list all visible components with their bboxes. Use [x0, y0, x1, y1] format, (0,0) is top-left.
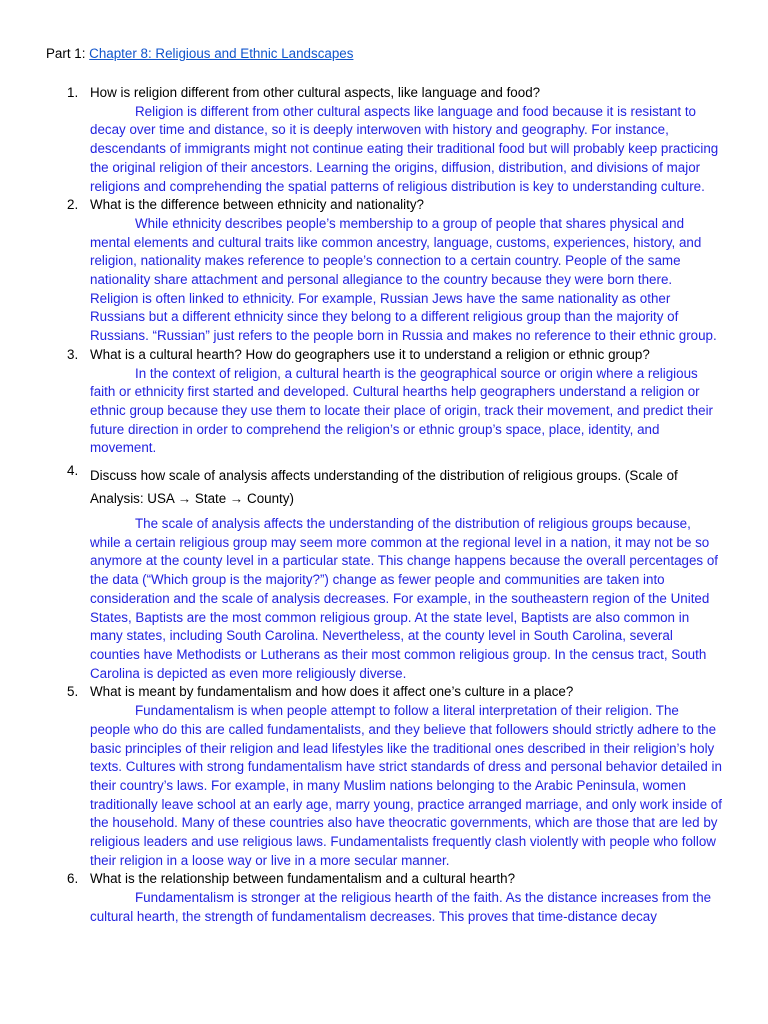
question-item-1	[0, 84, 768, 196]
question-text: What is meant by fundamentalism and how does it affect one’s culture in a place?	[90, 684, 574, 700]
question-text: How is religion different from other cultural aspects, like language and food?	[90, 85, 541, 100]
question-number: 2.	[67, 197, 79, 213]
question-item-3	[0, 346, 768, 458]
chapter-link[interactable]: Chapter 8: Religious and Ethnic Landscapes	[89, 46, 354, 61]
answer-text: While ethnicity describes people’s membership to a group of people that shares physical and mental elements and cultural traits like common ancestry, language, customs, experiences, history, and religion, nationality makes reference to people’s connection to a certain country. People of the same nationality share attachment and personal allegiance to the country because they were born there. Religion is often linked to ethnicity. For example, Russian Jews have the same nationality as other Russians but a different ethnicity since they belong to a different religious group than the majority of Russians. “Russian” just refers to the people born in Russia and makes no reference to their ethnic group.	[90, 215, 717, 344]
answer-text: In the context of religion, a cultural hearth is the geographical source or origin where a religious faith or ethnicity first started and developed. Cultural hearths help geographers understand a religion or ethnic group because they use them to locate their place of origin, track their movement, and predict their future direction in order to comprehend the religion’s or ethnic group’s space, place, identity, and movement.	[90, 365, 714, 456]
answer-text: Fundamentalism is when people attempt to follow a literal interpretation of their religion. The people who do this are called fundamentalists, and they believe that followers should strictly adhere to the basic principles of their religion and lead lifestyles like the traditional ones described in their religion’s holy texts. Cultures with strong fundamentalism have strict standards of dress and personal behavior detailed in their country’s laws. For example, in many Muslim nations belonging to the Arabic Peninsula, women traditionally leave school at an early age, marry young, practice arranged marriage, and only work inside of the household. Many of these countries also have theocratic governments, which are those that are led by religious leaders and use religious laws. Fundamentalists frequently clash violently with people who follow their religion in a loose way or live in a more secular manner.	[90, 703, 722, 868]
question-text-line-1: Discuss how scale of analysis affects understanding of the distribution of religious groups. (Scale of	[90, 468, 678, 484]
question-number: 3.	[67, 346, 79, 362]
heading-prefix: Part 1:	[46, 46, 90, 61]
question-item-5	[0, 683, 768, 870]
question-number: 1.	[67, 85, 79, 100]
page-heading	[46, 45, 353, 63]
question-item-4	[0, 458, 768, 683]
question-item-6	[0, 870, 768, 926]
question-number: 5.	[67, 684, 79, 700]
question-number: 6.	[67, 871, 79, 887]
question-text: What is the difference between ethnicity and nationality?	[90, 197, 424, 213]
question-list	[0, 84, 768, 927]
answer-text: Religion is different from other cultural aspects like language and food because it is resistant to decay over time and distance, so it is deeply interwoven with history and geography. For instance, descendants of immigrants might not continue eating their traditional food but will probably keep practicing the original religion of their ancestors. Learning the origins, diffusion, distribution, and divisions of major religions and comprehending the spatial patterns of religious distribution is key to understanding culture.	[90, 103, 719, 194]
question-text: What is a cultural hearth? How do geographers use it to understand a religion or ethnic group?	[90, 346, 650, 362]
answer-text: The scale of analysis affects the understanding of the distribution of religious groups because, while a certain religious group may seem more common at the regional level in a nation, it may not be so anymore at the county level in a particular state. This change happens because the overall percentages of the data (“Which group is the majority?”) change as fewer people and communities are taken into consideration and the scale of analysis decreases. For example, in the southeastern region of the United States, Baptists are the most common religious group. At the state level, Baptists are also common in many states, including South Carolina. Nevertheless, at the county level in South Carolina, several counties have Methodists or Lutherans as their most common religious group. In the census tract, South Carolina is depicted as even more religiously diverse.	[90, 516, 719, 681]
question-text: What is the relationship between fundamentalism and a cultural hearth?	[90, 871, 516, 887]
question-text-line-2: Analysis: USA → State → County)	[90, 491, 294, 507]
question-number: 4.	[67, 463, 79, 479]
question-item-2	[0, 196, 768, 346]
answer-text: Fundamentalism is stronger at the religious hearth of the faith. As the distance increases from the cultural hearth, the strength of fundamentalism decreases. This proves that time-distance decay	[90, 890, 712, 924]
